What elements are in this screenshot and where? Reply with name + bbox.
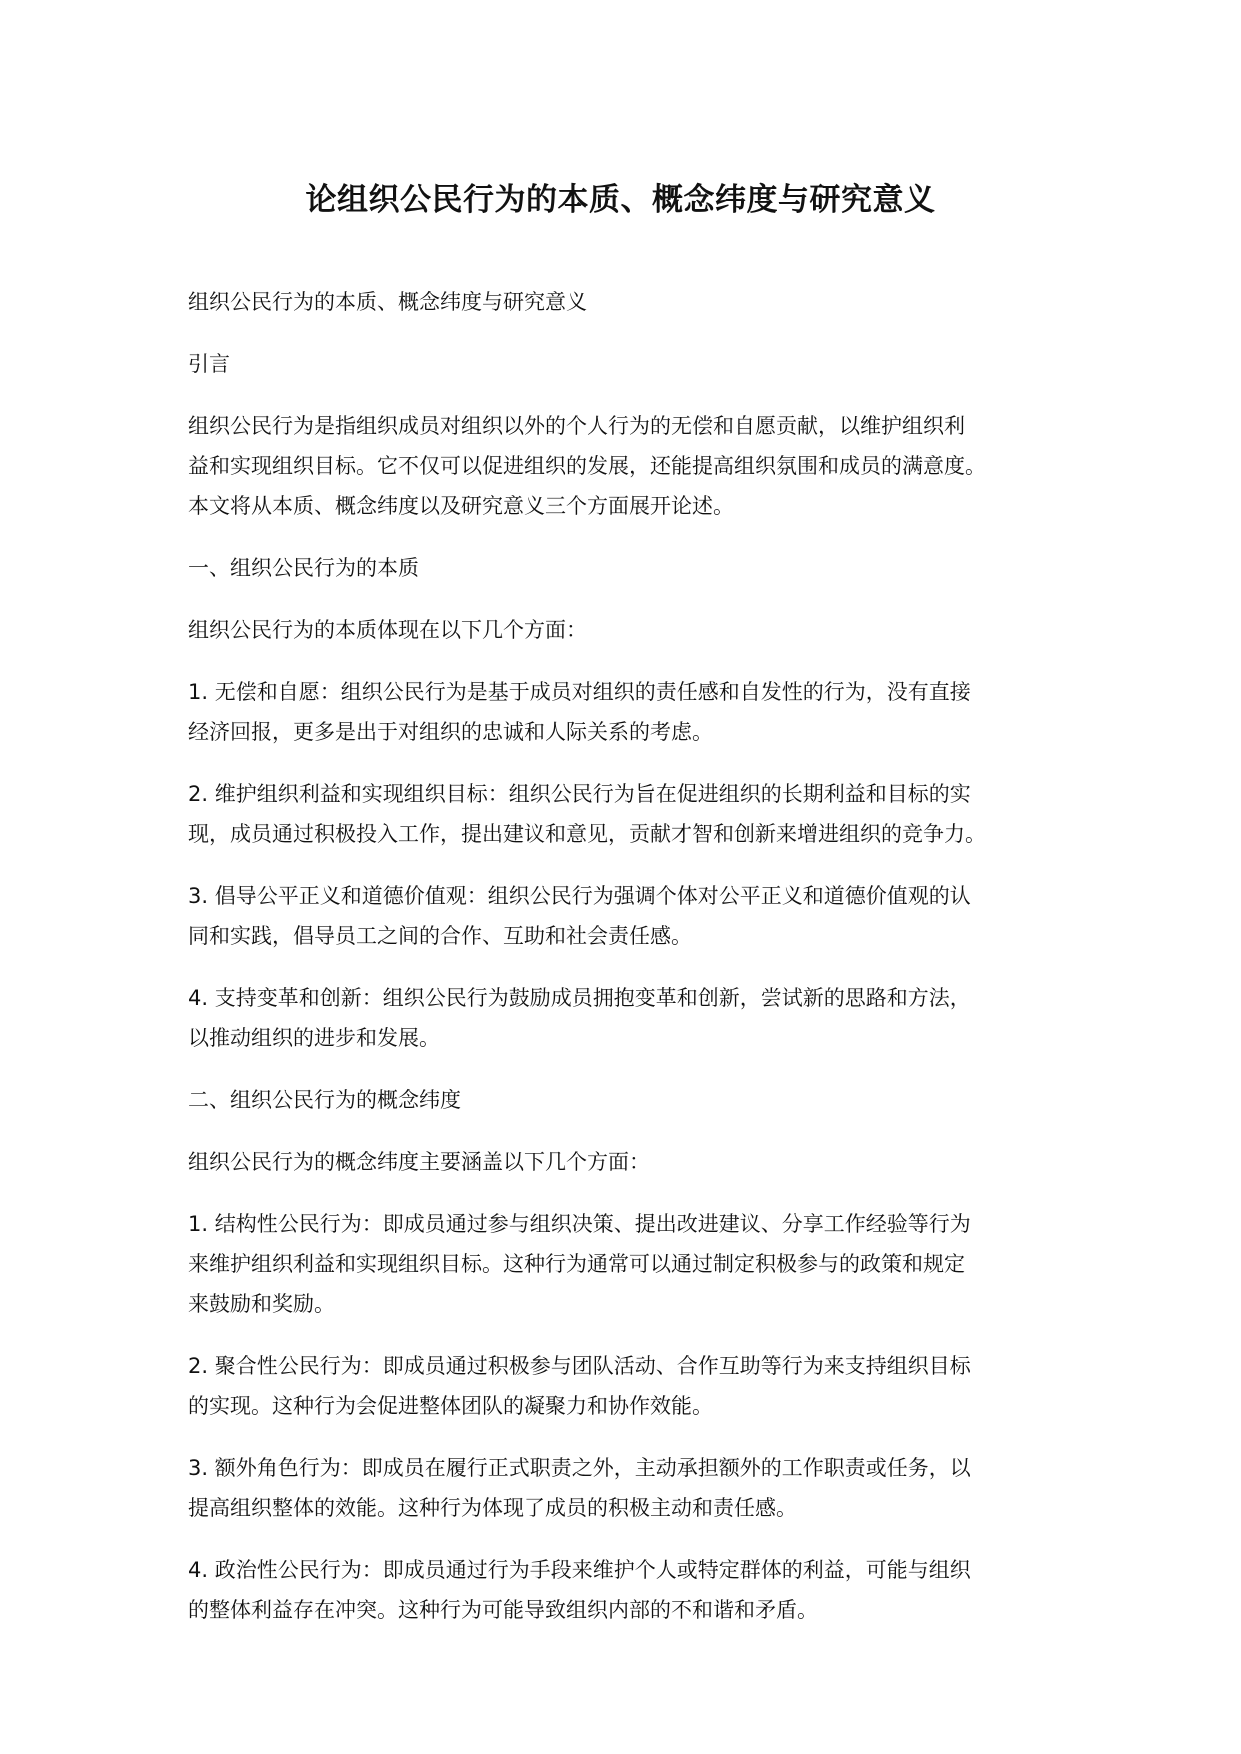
paragraph-subtitle [188, 282, 1088, 322]
paragraph-line: 经济回报，更多是出于对组织的忠诚和人际关系的考虑。 [188, 720, 713, 744]
paragraph-intro-heading [188, 344, 1088, 384]
paragraph-line: 来鼓励和奖励。 [188, 1292, 335, 1316]
paragraph-line: 2. 聚合性公民行为：即成员通过积极参与团队活动、合作互助等行为来支持组织目标 [188, 1354, 971, 1378]
paragraph-line: 2. 维护组织利益和实现组织目标：组织公民行为旨在促进组织的长期利益和目标的实 [188, 782, 971, 806]
paragraph-line: 的整体利益存在冲突。这种行为可能导致组织内部的不和谐和矛盾。 [188, 1598, 818, 1622]
section-heading-2 [188, 1080, 1088, 1120]
paragraph-line: 引言 [188, 352, 230, 376]
paragraph-line: 同和实践，倡导员工之间的合作、互助和社会责任感。 [188, 924, 692, 948]
list-item-2-4 [188, 1550, 1088, 1630]
paragraph-line: 来维护组织利益和实现组织目标。这种行为通常可以通过制定积极参与的政策和规定 [188, 1252, 965, 1276]
paragraph-line: 一、组织公民行为的本质 [188, 556, 419, 580]
paragraph-line: 组织公民行为是指组织成员对组织以外的个人行为的无偿和自愿贡献，以维护组织利 [188, 414, 965, 438]
paragraph-line: 组织公民行为的本质体现在以下几个方面： [188, 618, 587, 642]
section-heading-1 [188, 548, 1088, 588]
list-item-1-1 [188, 672, 1088, 752]
document-body [188, 282, 1088, 1652]
paragraph-section-2-lead [188, 1142, 1088, 1182]
paragraph-line: 4. 政治性公民行为：即成员通过行为手段来维护个人或特定群体的利益，可能与组织 [188, 1558, 971, 1582]
paragraph-line: 4. 支持变革和创新：组织公民行为鼓励成员拥抱变革和创新，尝试新的思路和方法， [188, 986, 971, 1010]
list-item-1-3 [188, 876, 1088, 956]
paragraph-section-1-lead [188, 610, 1088, 650]
paragraph-line: 二、组织公民行为的概念纬度 [188, 1088, 461, 1112]
paragraph-line: 3. 倡导公平正义和道德价值观：组织公民行为强调个体对公平正义和道德价值观的认 [188, 884, 971, 908]
paragraph-line: 现，成员通过积极投入工作，提出建议和意见，贡献才智和创新来增进组织的竞争力。 [188, 822, 986, 846]
paragraph-line: 以推动组织的进步和发展。 [188, 1026, 440, 1050]
paragraph-intro [188, 406, 1088, 526]
paragraph-line: 提高组织整体的效能。这种行为体现了成员的积极主动和责任感。 [188, 1496, 797, 1520]
paragraph-line: 组织公民行为的概念纬度主要涵盖以下几个方面： [188, 1150, 650, 1174]
paragraph-line: 3. 额外角色行为：即成员在履行正式职责之外，主动承担额外的工作职责或任务，以 [188, 1456, 971, 1480]
paragraph-line: 1. 结构性公民行为：即成员通过参与组织决策、提出改进建议、分享工作经验等行为 [188, 1212, 971, 1236]
list-item-1-2 [188, 774, 1088, 854]
list-item-2-1 [188, 1204, 1088, 1324]
list-item-1-4 [188, 978, 1088, 1058]
paragraph-line: 益和实现组织目标。它不仅可以促进组织的发展，还能提高组织氛围和成员的满意度。 [188, 454, 986, 478]
list-item-2-2 [188, 1346, 1088, 1426]
list-item-2-3 [188, 1448, 1088, 1528]
paragraph-line: 的实现。这种行为会促进整体团队的凝聚力和协作效能。 [188, 1394, 713, 1418]
paragraph-line: 组织公民行为的本质、概念纬度与研究意义 [188, 290, 587, 314]
paragraph-line: 本文将从本质、概念纬度以及研究意义三个方面展开论述。 [188, 494, 734, 518]
document-title: 论组织公民行为的本质、概念纬度与研究意义 [305, 182, 936, 218]
paragraph-line: 1. 无偿和自愿：组织公民行为是基于成员对组织的责任感和自发性的行为，没有直接 [188, 680, 971, 704]
